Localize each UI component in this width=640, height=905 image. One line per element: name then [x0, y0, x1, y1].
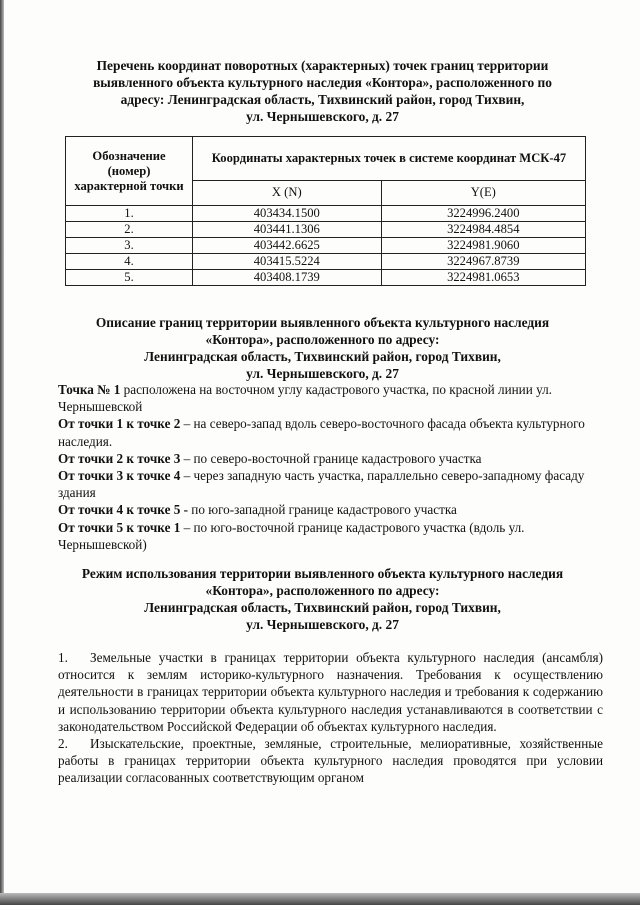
usage-regime-heading: [40, 565, 605, 633]
description-item-text: по юго-западной границе кадастрового участка: [188, 502, 457, 518]
description-item: [58, 450, 598, 467]
title-line: ул. Чернышевского, д. 27: [246, 109, 399, 124]
document-title: [40, 57, 605, 125]
description-item-text: расположена на восточном углу кадастрового участка, по красной линии ул. Чернышевской: [58, 382, 552, 415]
heading-line: Режим использования территории выявленного объекта культурного наследия: [81, 566, 564, 581]
y-coordinate-cell: 3224981.9060: [381, 238, 585, 254]
regime-paragraph: [58, 735, 603, 787]
boundary-description: [58, 381, 598, 553]
point-id-cell: 1.: [66, 206, 193, 222]
paragraph-number: 1.: [58, 650, 68, 665]
description-item-lead: Точка № 1: [58, 382, 121, 397]
heading-line: «Контора», расположенного по адресу:: [205, 332, 440, 347]
table-row: [66, 254, 586, 270]
point-id-cell: 4.: [66, 254, 193, 270]
usage-regime-text: [58, 649, 603, 787]
paragraph-text: Земельные участки в границах территории объекта культурного наследия (ансамбля) относится к землям историко-культурного назначения. Требования к осуществлению деятельности в границах территории объекта культурного наследия и требования к содержанию и использованию территории объекта культурного наследия устанавливаются в соответствии с законодательством Российской Федерации об объектах культурного наследия.: [58, 650, 603, 734]
table-row: [66, 206, 586, 222]
x-coordinate-cell: 403434.1500: [193, 206, 382, 222]
coordinates-table: [65, 136, 586, 286]
table-row: [66, 270, 586, 286]
description-item-lead: От точки 5 к точке 1: [58, 519, 181, 535]
x-coordinate-cell: 403408.1739: [193, 270, 382, 286]
description-item-lead: От точки 2 к точке 3: [58, 450, 181, 466]
description-item-text: – по юго-восточной границе кадастрового участка (вдоль ул. Чернышевской): [58, 519, 525, 552]
title-line: выявленного объекта культурного наследия «Контора», расположенного по: [93, 75, 552, 90]
heading-line: ул. Чернышевского, д. 27: [246, 366, 399, 381]
x-coordinate-cell: 403415.5224: [193, 254, 382, 270]
description-item: [58, 415, 598, 449]
heading-line: Описание границ территории выявленного объекта культурного наследия: [95, 315, 550, 330]
column-header-y: Y(E): [381, 180, 585, 205]
title-line: адресу: Ленинградская область, Тихвинский район, город Тихвин,: [120, 92, 525, 107]
point-id-cell: 5.: [66, 270, 193, 286]
table-row: [66, 238, 586, 254]
description-item: [58, 381, 598, 415]
heading-line: Ленинградская область, Тихвинский район, город Тихвин,: [144, 349, 501, 364]
column-header-point-id: Обозначение (номер) характерной точки: [66, 137, 193, 206]
heading-line: Ленинградская область, Тихвинский район, город Тихвин,: [144, 600, 501, 615]
description-item-text: – по северо-восточной границе кадастрового участка: [180, 450, 482, 466]
point-id-cell: 2.: [66, 222, 193, 238]
regime-paragraph: [58, 649, 603, 735]
boundary-description-heading: [40, 314, 605, 382]
scan-edge-bottom: [0, 893, 640, 905]
paragraph-number: 2.: [58, 736, 68, 752]
description-item-lead: От точки 1 к точке 2: [58, 416, 181, 432]
description-item-text: – на северо-запад вдоль северо-восточного фасада объекта культурного наследия.: [58, 416, 585, 449]
description-item-text: – через западную часть участка, параллельно северо-западному фасаду здания: [58, 468, 585, 501]
y-coordinate-cell: 3224981.0653: [381, 270, 585, 286]
description-item: [58, 519, 598, 553]
scan-edge-left: [0, 0, 4, 905]
description-item-lead: От точки 4 к точке 5 -: [58, 502, 188, 518]
description-item: [58, 501, 598, 518]
description-item-lead: От точки 3 к точке 4: [58, 468, 181, 484]
column-header-coordinates: Координаты характерных точек в системе координат МСК-47: [193, 137, 586, 181]
heading-line: «Контора», расположенного по адресу:: [205, 583, 440, 598]
heading-line: ул. Чернышевского, д. 27: [246, 617, 399, 632]
table-row: [66, 222, 586, 238]
description-item: [58, 467, 598, 501]
point-id-cell: 3.: [66, 238, 193, 254]
paragraph-text: Изыскательские, проектные, земляные, строительные, мелиоративные, хозяйственные работы в границах территории объекта культурного наследия проводятся при условии реализации согласованных соответствующим органом: [58, 736, 603, 786]
x-coordinate-cell: 403441.1306: [193, 222, 382, 238]
column-header-x: X (N): [193, 180, 382, 205]
y-coordinate-cell: 3224984.4854: [381, 222, 585, 238]
title-line: Перечень координат поворотных (характерных) точек границ территории: [96, 58, 549, 73]
y-coordinate-cell: 3224996.2400: [381, 206, 585, 222]
y-coordinate-cell: 3224967.8739: [381, 254, 585, 270]
x-coordinate-cell: 403442.6625: [193, 238, 382, 254]
